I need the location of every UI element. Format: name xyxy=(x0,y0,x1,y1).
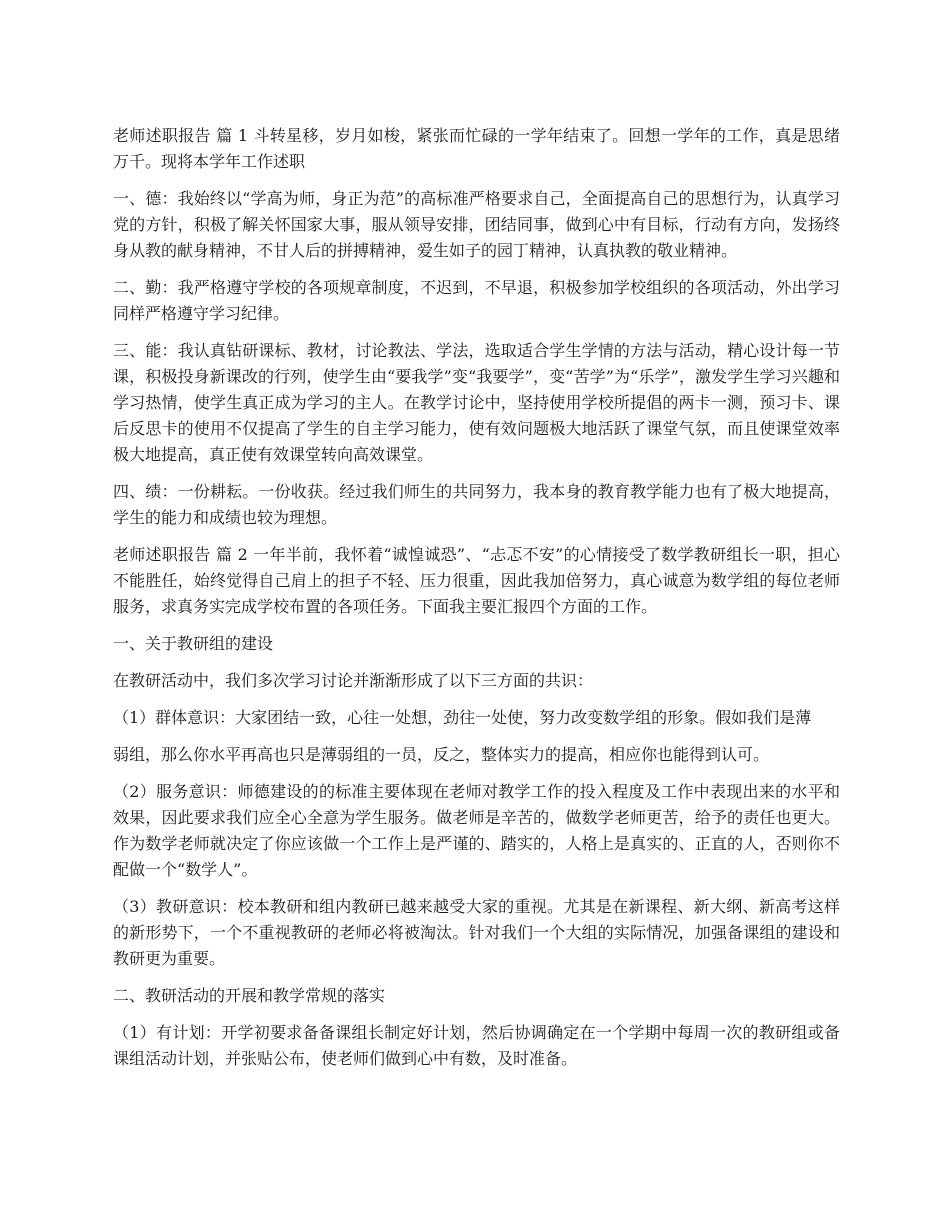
paragraph-research-awareness: （3）教研意识：校本教研和组内教研已越来越受大家的重视。尤其是在新课程、新大纲、新高考这样的新形势下，一个不重视教研的老师必将被淘汰。针对我们一个大组的实际情况，加强备课组的建设和教研更为重要。 xyxy=(113,897,840,968)
paragraph-service-awareness: （2）服务意识：师德建设的的标准主要体现在老师对教学工作的投入程度及工作中表现出来的水平和效果，因此要求我们应全心全意为学生服务。做老师是辛苦的，做数学老师更苦，给予的责任也更大。作为数学老师就决定了你应该做一个工作上是严谨的、踏实的，人格上是真实的、正直的人，否则你不配做一个“数学人”。 xyxy=(113,782,840,879)
paragraph-report-1-intro: 老师述职报告 篇 1 斗转星移，岁月如梭，紧张而忙碌的一学年结束了。回想一学年的工作，真是思绪万千。现将本学年工作述职 xyxy=(113,126,840,171)
paragraph-diligence: 二、勤：我严格遵守学校的各项规章制度，不迟到，不早退，积极参加学校组织的各项活动，外出学习同样严格遵守学习纪律。 xyxy=(113,278,840,323)
paragraph-ability: 三、能：我认真钻研课标、教材，讨论教法、学法，选取适合学生学情的方法与活动，精心设计每一节课，积极投身新课改的行列，使学生由“要我学”变“我要学”，变“苦学”为“乐学”，激发学生学习兴趣和学习热情，使学生真正成为学习的主人。在教学讨论中，坚持使用学校所提倡的两卡一测，预习卡、课后反思卡的使用不仅提高了学生的自主学习能力，使有效问题极大地活跃了课堂气氛，而且使课堂效率极大地提高，真正使有效课堂转向高效课堂。 xyxy=(113,341,840,464)
paragraph-consensus: 在教研活动中，我们多次学习讨论并渐渐形成了以下三方面的共识： xyxy=(113,671,594,690)
paragraph-achievement: 四、绩：一份耕耘。一份收获。经过我们师生的共同努力，我本身的教育教学能力也有了极大地提高，学生的能力和成绩也较为理想。 xyxy=(113,482,840,527)
paragraph-group-awareness-cont: 弱组，那么你水平再高也只是薄弱组的一员，反之，整体实力的提高，相应你也能得到认可。 xyxy=(113,745,770,764)
section-heading-group-building: 一、关于教研组的建设 xyxy=(113,634,274,653)
document-body xyxy=(113,123,840,1083)
paragraph-group-awareness: （1）群体意识：大家团结一致，心往一处想，劲往一处使，努力改变数学组的形象。假如我们是薄 xyxy=(113,708,812,727)
section-heading-research-activities: 二、教研活动的开展和教学常规的落实 xyxy=(113,986,386,1005)
paragraph-report-2-intro: 老师述职报告 篇 2 一年半前，我怀着“诚惶诚恐”、“忐忑不安”的心情接受了数学教研组长一职，担心不能胜任，始终觉得自己肩上的担子不轻、压力很重，因此我加倍努力，真心诚意为数学组的每位老师服务，求真务实完成学校布置的各项任务。下面我主要汇报四个方面的工作。 xyxy=(113,545,840,616)
paragraph-planning: （1）有计划：开学初要求备备课组长制定好计划，然后协调确定在一个学期中每周一次的教研组或备课组活动计划，并张贴公布，使老师们做到心中有数，及时准备。 xyxy=(113,1023,840,1068)
paragraph-morality: 一、德：我始终以“学高为师，身正为范”的高标准严格要求自己，全面提高自己的思想行为，认真学习党的方针，积极了解关怀国家大事，服从领导安排，团结同事，做到心中有目标，行动有方向，发扬终身从教的献身精神，不甘人后的拼搏精神，爱生如子的园丁精神，认真执教的敬业精神。 xyxy=(113,189,840,260)
